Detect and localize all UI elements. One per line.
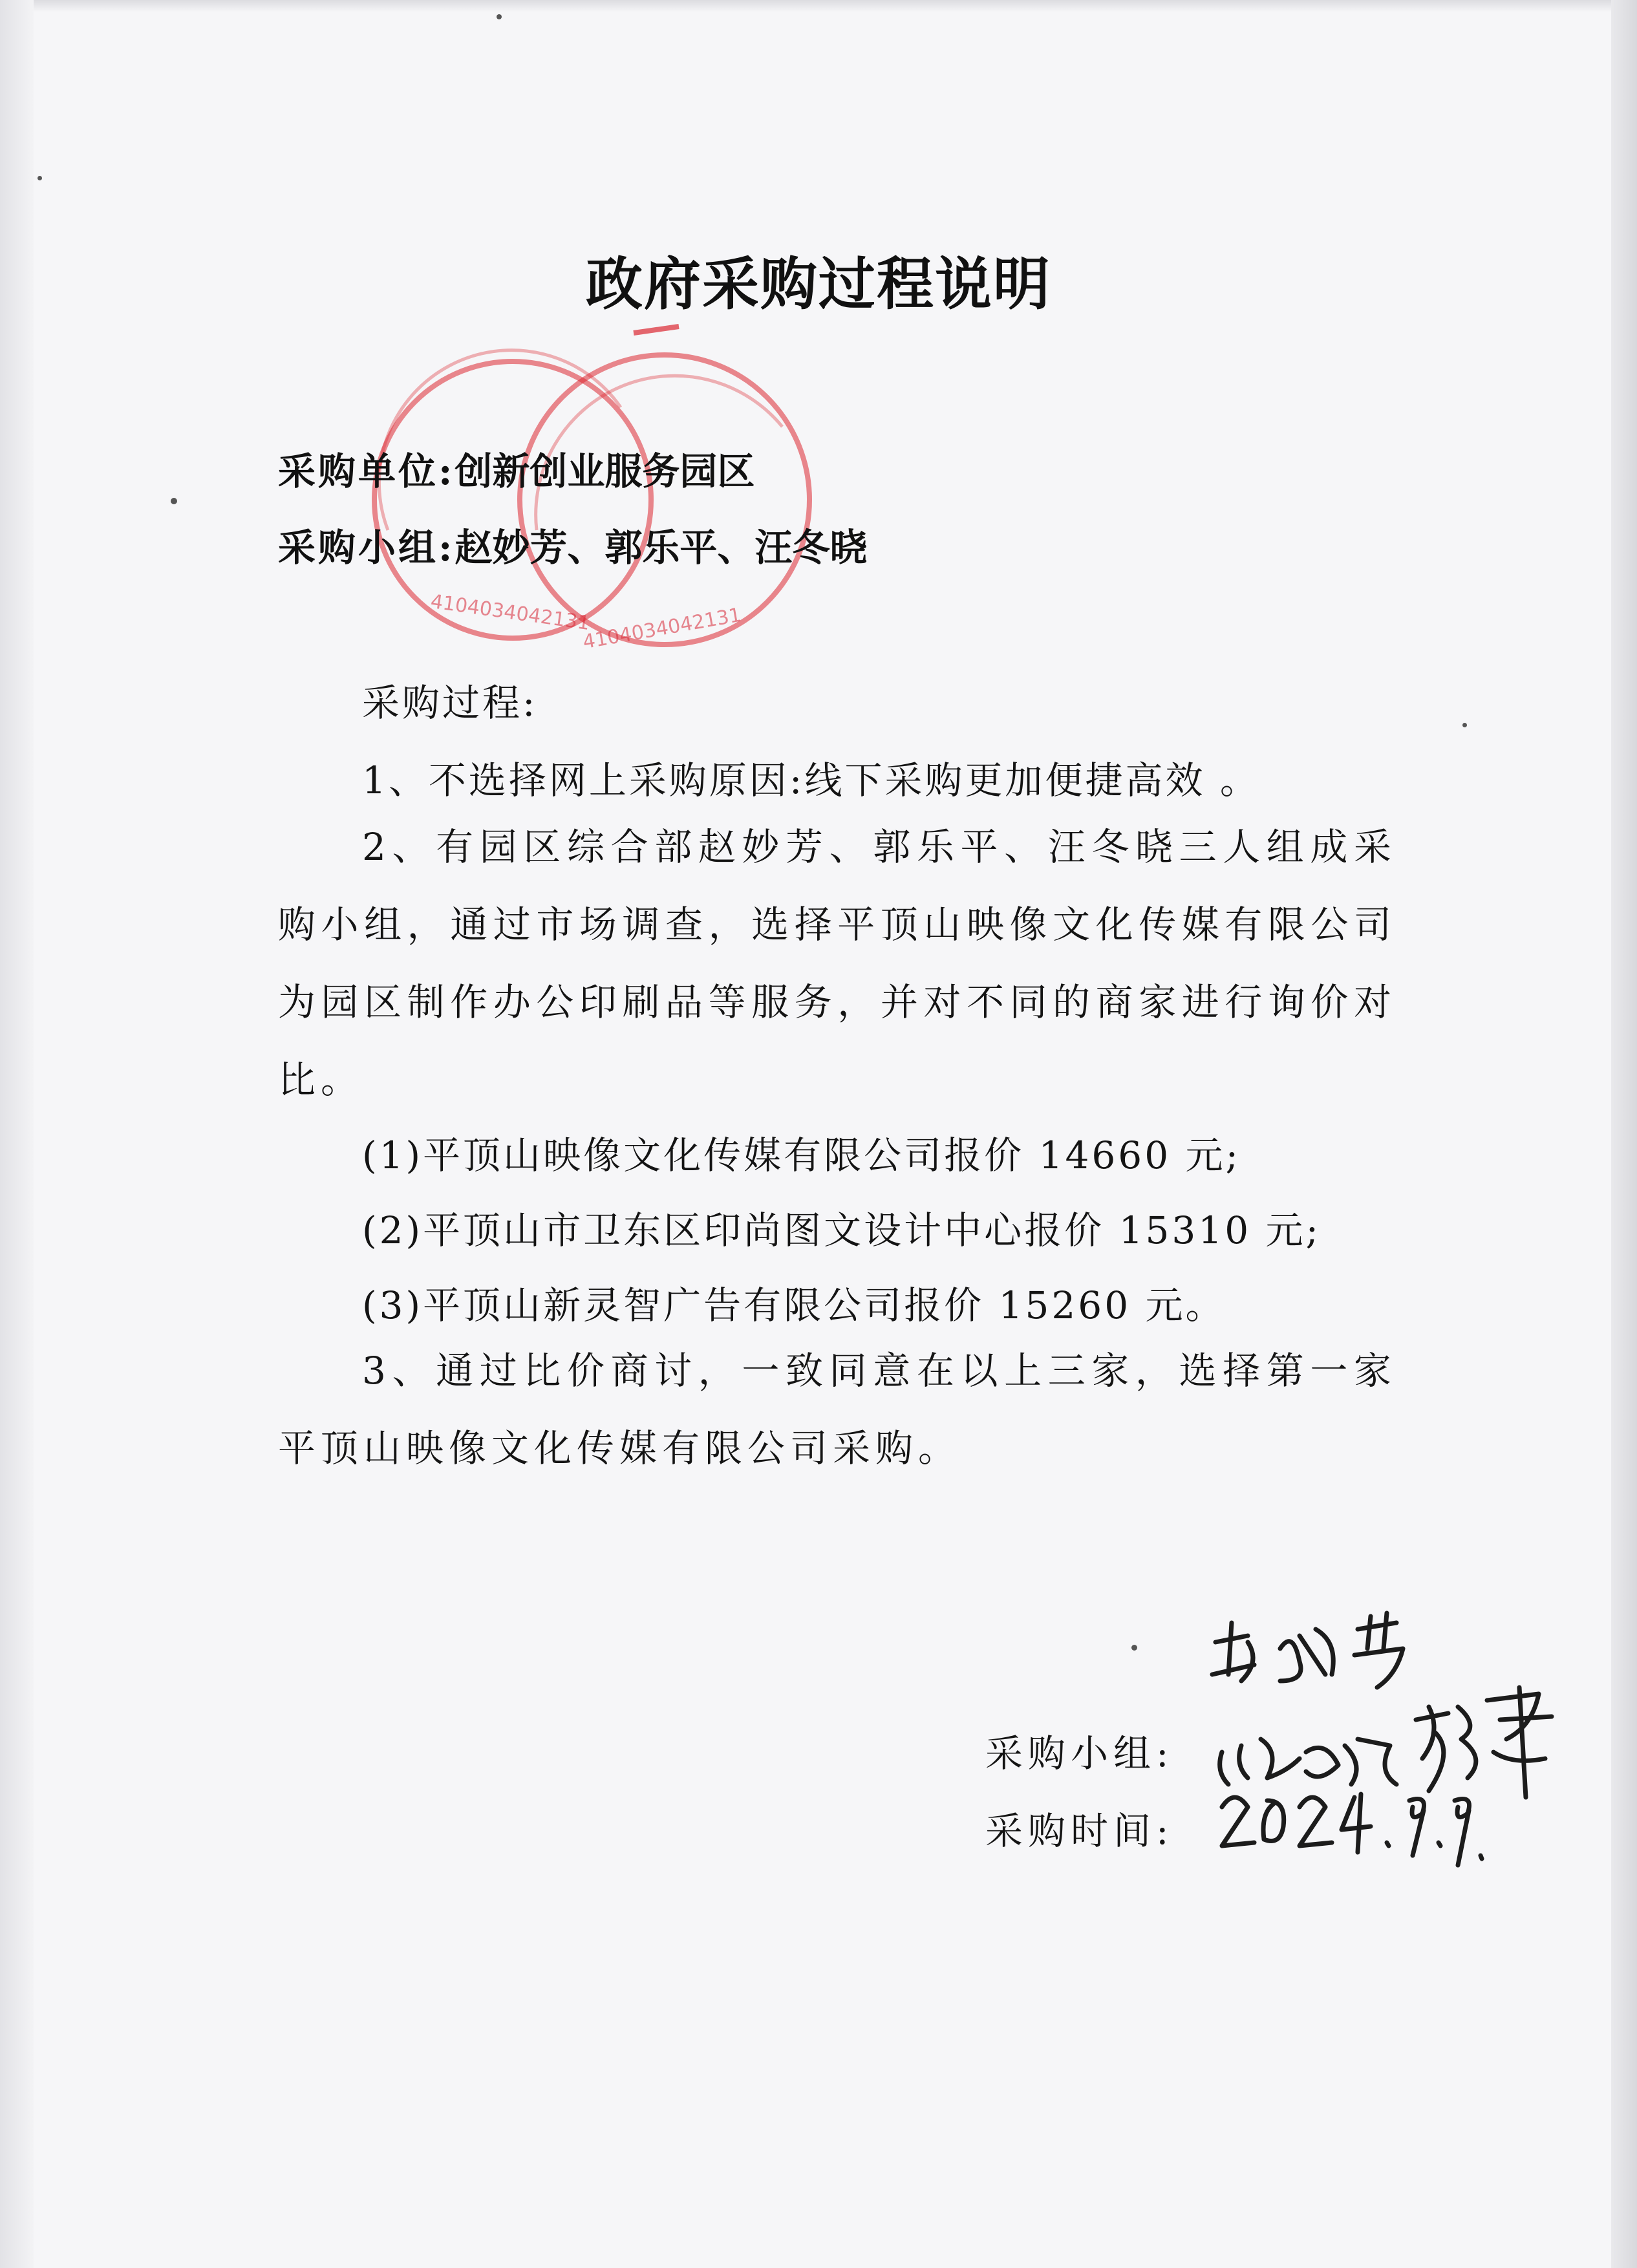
item-1: 1、不选择网上采购原因:线下采购更加便捷高效 。 — [362, 758, 1260, 802]
scan-speck — [497, 14, 502, 19]
procurement-group-line — [278, 517, 867, 572]
handwritten-date — [1215, 1775, 1487, 1878]
scan-speck — [37, 176, 42, 180]
procurement-group-value: 赵妙芳、郭乐平、汪冬晓 — [455, 526, 868, 570]
scan-edge-left — [0, 0, 34, 2268]
official-seal-right — [517, 352, 812, 647]
scan-speck — [171, 498, 177, 504]
procurement-unit-label: 采购单位: — [278, 449, 455, 493]
scan-edge-right — [1611, 0, 1637, 2268]
seal-number-right: 4104034042131 — [581, 603, 744, 654]
procurement-group-label: 采购小组: — [278, 526, 455, 570]
quote-2: (2)平顶山市卫东区印尚图文设计中心报价 15310 元; — [362, 1208, 1321, 1252]
item-3: 3、通过比价商讨，一致同意在以上三家，选择第一家平顶山映像文化传媒有限公司采购。 — [278, 1349, 1396, 1470]
quote-3: (3)平顶山新灵智广告有限公司报价 15260 元。 — [362, 1283, 1226, 1327]
sign-time-label: 采购时间: — [985, 1809, 1174, 1853]
quote-1: (1)平顶山映像文化传媒有限公司报价 14660 元; — [362, 1133, 1241, 1177]
scan-speck — [1131, 1645, 1137, 1651]
scan-edge-top — [0, 0, 1637, 12]
sign-group-label: 采购小组: — [985, 1731, 1174, 1775]
item-2: 2、有园区综合部赵妙芳、郭乐平、汪冬晓三人组成采购小组，通过市场调查，选择平顶山映像文化传媒有限公司为园区制作办公印刷品等服务，并对不同的商家进行询价对比。 — [278, 825, 1396, 1102]
procurement-unit-value: 创新创业服务园区 — [455, 449, 755, 493]
process-heading: 采购过程: — [362, 681, 538, 725]
procurement-unit-line — [278, 441, 754, 495]
page-title: 政府采购过程说明 — [585, 251, 1051, 317]
seal-number-left: 4104034042131 — [429, 590, 592, 636]
scan-speck — [1462, 723, 1467, 727]
